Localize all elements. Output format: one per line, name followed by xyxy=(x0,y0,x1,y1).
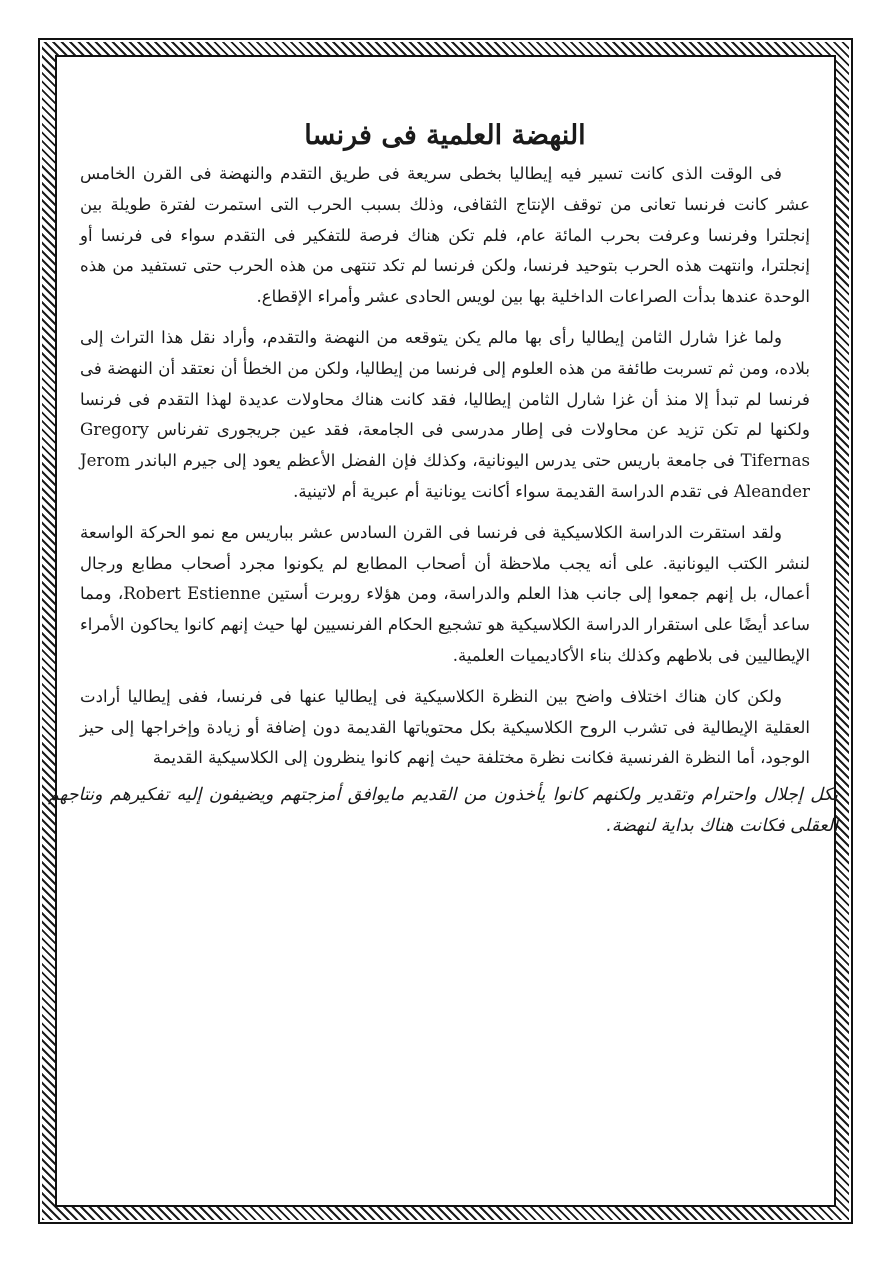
document-page xyxy=(48,120,838,842)
handwritten-continuation: بكل إجلال واحترام وتقدير ولكنهم كانوا يأخذون من القديم مايوافق أمزجتهم ويضيفون إليه تفكيرهم ونتاجهم العقلى فكانت هناك بداية لنهضة. xyxy=(48,785,838,837)
paragraph-1: فى الوقت الذى كانت تسير فيه إيطاليا بخطى سريعة فى طريق التقدم والنهضة فى القرن الخامس عشر كانت فرنسا تعانى من توقف الإنتاج الثقافى، وذلك بسبب الحرب التى استمرت لفترة طويلة بين إنجلترا وفرنسا وعرفت بحرب المائة عام، فلم تكن هناك فرصة للتفكير فى التقدم سواء فى فرنسا أو إنجلترا، وانتهت هذه الحرب بتوحيد فرنسا، ولكن فرنسا لم تكد تنتهى من هذه الحرب حتى تستفيد من هذه الوحدة عندها بدأت الصراعات الداخلية بها بين لويس الحادى عشر وأمراء الإقطاع. xyxy=(80,164,810,307)
paragraph-3: ولقد استقرت الدراسة الكلاسيكية فى فرنسا فى القرن السادس عشر بباريس مع نمو الحركة الواسعة لنشر الكتب اليونانية. على أنه يجب ملاحظة أن أصحاب المطابع لم يكونوا مجرد أصحاب مطابع ورجال أعمال، بل إنهم جمعوا إلى جانب هذا العلم والدراسة، ومن هؤلاء روبرت أستين Robert Estienne، ومما ساعد أيضًا على استقرار الدراسة الكلاسيكية هو تشجيع الحكام الفرنسيين لها حيث إنهم كانوا يحاكون الأمراء الإيطاليين فى بلاطهم وكذلك بناء الأكاديميات العلمية. xyxy=(80,522,811,665)
page-title: النهضة العلمية فى فرنسا xyxy=(304,120,586,151)
paragraph-2: ولما غزا شارل الثامن إيطاليا رأى بها مالم يكن يتوقعه من النهضة والتقدم، وأراد نقل هذا التراث إلى بلاده، ومن ثم تسربت طائفة من هذه العلوم إلى فرنسا من إيطاليا، ولكن من الخطأ أن نعتقد أن النهضة فى فرنسا لم تبدأ إلا منذ أن غزا شارل الثامن إيطاليا، فقد كانت هناك محاولات عديدة لهذا التقدم فى فرنسا ولكنها لم تكن تزيد عن محاولات فى إطار مدرسى فى الجامعة، فقد عين جريجورى تفرناس Gregory Tifernas فى جامعة باريس حتى يدرس اليونانية، وكذلك فإن الفضل الأعظم يعود إلى جيرم الباندر Jerom Aleander فى تقدم الدراسة القديمة سواء أكانت يونانية أم عبرية أم لاتينية. xyxy=(80,327,810,501)
paragraph-4: ولكن كان هناك اختلاف واضح بين النظرة الكلاسيكية فى إيطاليا عنها فى فرنسا، ففى إيطاليا أرادت العقلية الإيطالية فى تشرب الروح الكلاسيكية بكل محتوياتها القديمة دون إضافة أو زيادة وإخراجها إلى حيز الوجود، أما النظرة الفرنسية فكانت نظرة مختلفة حيث إنهم كانوا ينظرون إلى الكلاسيكية القديمة xyxy=(80,686,810,768)
